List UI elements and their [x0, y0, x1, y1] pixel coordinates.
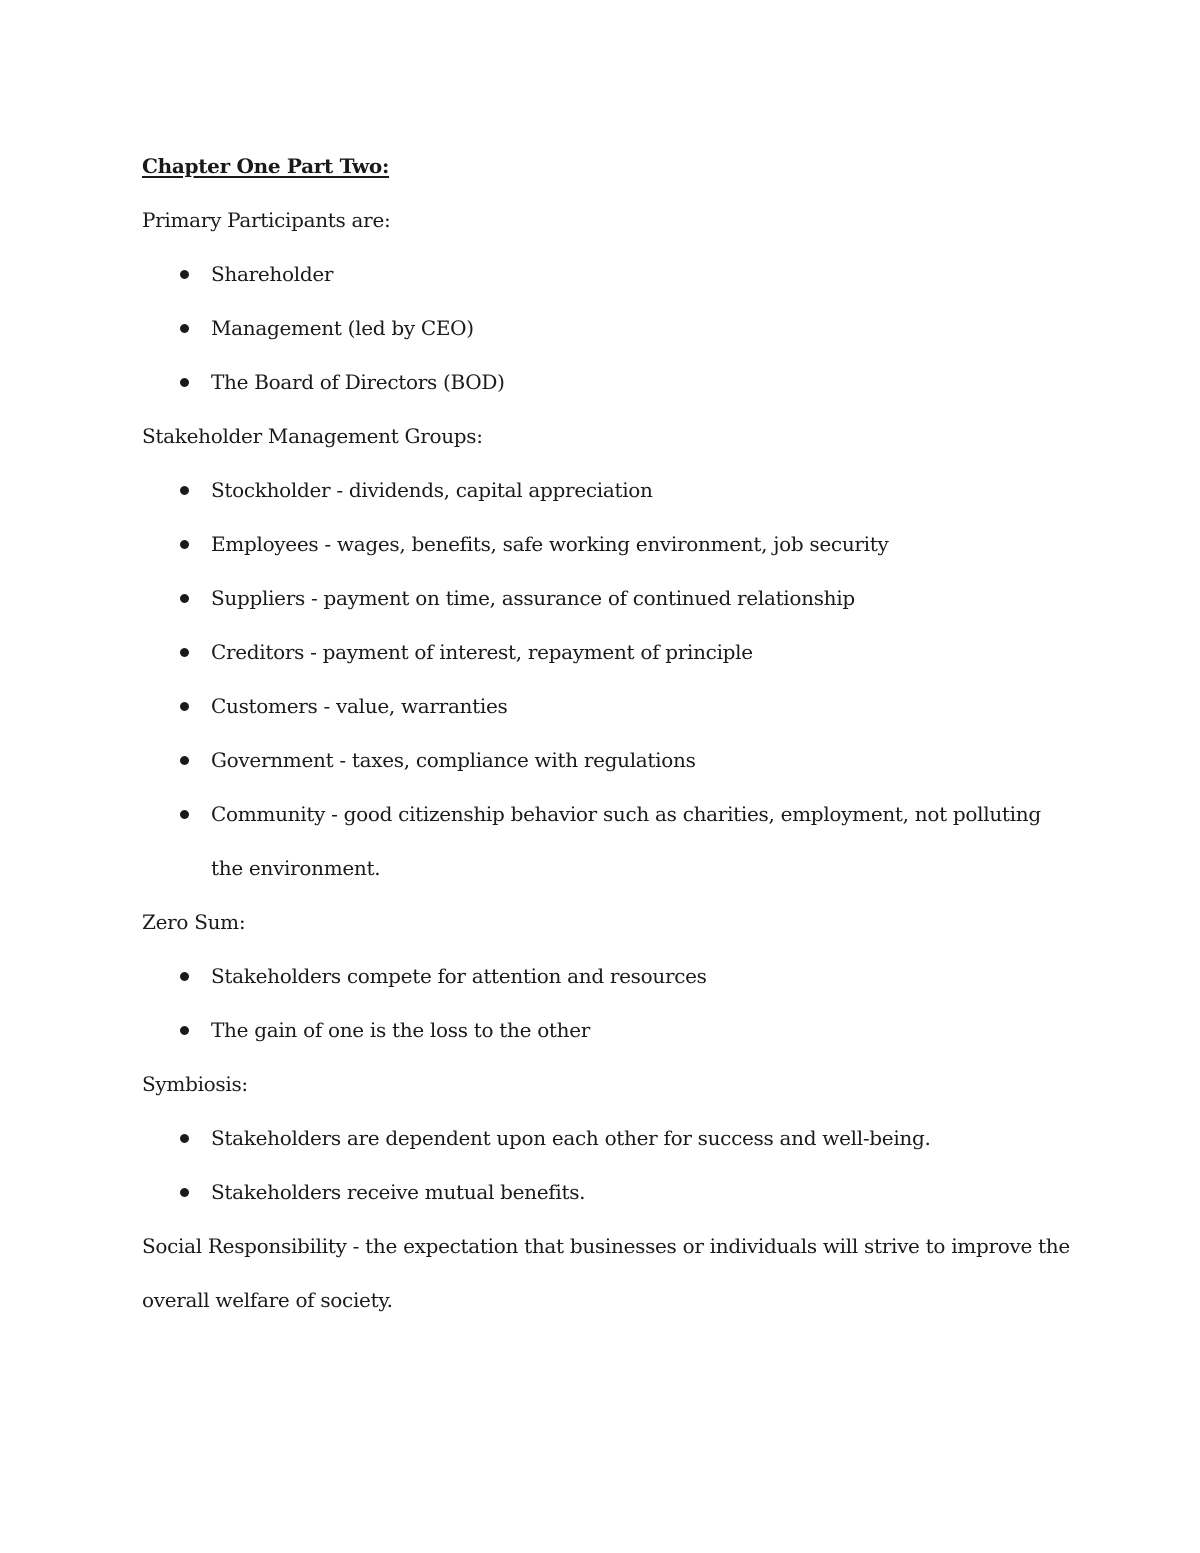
section-heading-stakeholder-groups: Stakeholder Management Groups: [142, 424, 483, 448]
bullet-list-zero-sum [142, 949, 1072, 1057]
list-item [142, 517, 1072, 571]
bullet-list-stakeholder-groups [142, 463, 1072, 895]
bullet-icon [180, 702, 189, 711]
list-item-text: Stockholder - dividends, capital appreciation [211, 478, 653, 502]
list-item [142, 301, 1072, 355]
list-item-text: Creditors - payment of interest, repayment of principle [211, 640, 753, 664]
list-item [142, 1003, 1072, 1057]
bullet-icon [180, 486, 189, 495]
bullet-icon [180, 972, 189, 981]
list-item-text: Shareholder [211, 262, 334, 286]
bullet-icon [180, 270, 189, 279]
list-item-text: The gain of one is the loss to the other [211, 1018, 591, 1042]
list-item-text: Community - good citizenship behavior such as charities, employment, not polluting the environment. [211, 802, 1041, 880]
list-item-text: Management (led by CEO) [211, 316, 474, 340]
list-item [142, 1165, 1072, 1219]
list-item [142, 787, 1072, 895]
bullet-icon [180, 756, 189, 765]
list-item [142, 1111, 1072, 1165]
section-heading-zero-sum: Zero Sum: [142, 910, 246, 934]
list-item [142, 949, 1072, 1003]
list-item [142, 571, 1072, 625]
bullet-icon [180, 1026, 189, 1035]
section-heading-symbiosis: Symbiosis: [142, 1072, 248, 1096]
list-item [142, 247, 1072, 301]
list-item-text: Government - taxes, compliance with regulations [211, 748, 696, 772]
list-item-text: Stakeholders compete for attention and resources [211, 964, 707, 988]
bullet-icon [180, 324, 189, 333]
list-item-text: Suppliers - payment on time, assurance of continued relationship [211, 586, 855, 610]
document-title: Chapter One Part Two: [142, 154, 390, 178]
bullet-icon [180, 1134, 189, 1143]
list-item-text: Stakeholders receive mutual benefits. [211, 1180, 586, 1204]
list-item-text: Stakeholders are dependent upon each other for success and well-being. [211, 1126, 931, 1150]
list-item [142, 625, 1072, 679]
list-item [142, 355, 1072, 409]
closing-paragraph: Social Responsibility - the expectation that businesses or individuals will strive to improve the overall welfare of society. [142, 1234, 1070, 1312]
list-item [142, 679, 1072, 733]
list-item-text: The Board of Directors (BOD) [211, 370, 505, 394]
section-heading-primary-participants: Primary Participants are: [142, 208, 391, 232]
bullet-list-symbiosis [142, 1111, 1072, 1219]
list-item-text: Customers - value, warranties [211, 694, 508, 718]
list-item [142, 463, 1072, 517]
bullet-icon [180, 1188, 189, 1197]
bullet-icon [180, 540, 189, 549]
bullet-icon [180, 648, 189, 657]
bullet-icon [180, 594, 189, 603]
list-item [142, 733, 1072, 787]
bullet-icon [180, 378, 189, 387]
list-item-text: Employees - wages, benefits, safe working environment, job security [211, 532, 889, 556]
document-body [142, 139, 1072, 1327]
bullet-list-primary-participants [142, 247, 1072, 409]
bullet-icon [180, 810, 189, 819]
